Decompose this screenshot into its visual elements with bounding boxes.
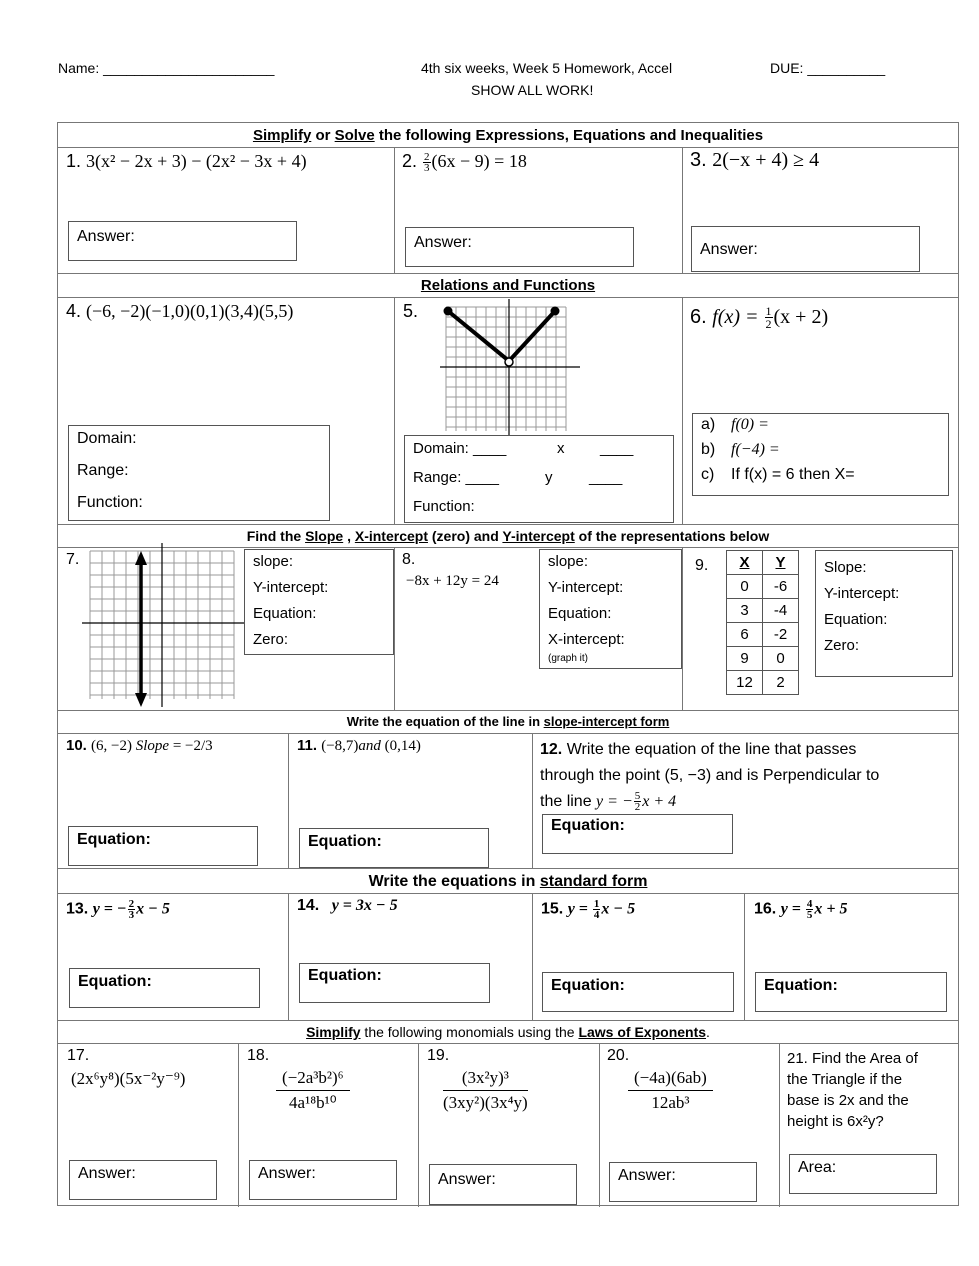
problem-6: 6. f(x) = $\frac{1}{2}$ (x + 2) <box>690 304 829 331</box>
xy-table-9: X Y 0 -6 3 -4 6 -2 9 0 12 2 <box>726 550 799 695</box>
function-eval-box-6[interactable]: a) f(0) = b) f(−4) = c) If f(x) = 6 then X= <box>692 413 949 496</box>
table-row: 3 -4 <box>727 599 799 623</box>
problem-17-expr: (2x⁶y⁸)(5x⁻²y⁻⁹) <box>71 1069 186 1088</box>
problem-5-number: 5. <box>403 301 419 321</box>
equation-box-10[interactable]: Equation: <box>68 826 258 866</box>
table-row: 9 0 <box>727 647 799 671</box>
problem-19-number: 19. <box>427 1047 450 1064</box>
problem-7-number: 7. <box>66 551 80 568</box>
problem-11: 11. (−8,7)and (0,14) <box>297 737 421 754</box>
slope-box-9[interactable]: Slope: Y-intercept: Equation: Zero: <box>815 550 953 677</box>
problem-15: 15. y = $\frac{1}{4}$ x − 5 <box>541 898 636 921</box>
graph-problem-5 <box>438 299 586 439</box>
table-row: 6 -2 <box>727 623 799 647</box>
problem-13: 13. y = − $\frac{2}{3}$ x − 5 <box>66 898 170 921</box>
problem-20-fraction: $\frac{(-4a)(6ab)}{\text{12ab³}}$ <box>628 1068 713 1113</box>
section-heading-slope-intercepts: Find the Slope , X-intercept (zero) and Y-intercept of the representations below <box>246 528 770 544</box>
section-heading-standard-form: Write the equations in standard form <box>368 873 648 890</box>
problem-20-number: 20. <box>607 1047 630 1064</box>
equation-box-11[interactable]: Equation: <box>299 828 489 868</box>
equation-box-16[interactable]: Equation: <box>755 972 947 1012</box>
answer-box-20[interactable]: Answer: <box>609 1162 757 1202</box>
section-heading-relations: Relations and Functions <box>420 277 596 294</box>
worksheet-title: 4th six weeks, Week 5 Homework, Accel <box>421 60 673 76</box>
problem-8-number: 8. <box>402 551 416 568</box>
problem-4: 4. (−6, −2)(−1,0)(0,1)(3,4)(5,5) <box>66 301 294 321</box>
problem-1: 1. 3(x² − 2x + 3) − (2x² − 3x + 4) <box>66 151 307 171</box>
section-heading-laws-of-exponents: Simplify the following monomials using the Laws of Exponents. <box>306 1024 710 1040</box>
table-row: 0 -6 <box>727 575 799 599</box>
problem-18-fraction: $\frac{\text{(−2a³b²)⁶}}{\text{4a¹⁸b¹⁰}}$ <box>276 1068 350 1113</box>
equation-box-13[interactable]: Equation: <box>69 968 260 1008</box>
problem-8-equation: −8x + 12y = 24 <box>406 573 499 589</box>
answer-box-19[interactable]: Answer: <box>429 1164 577 1205</box>
answer-box-18[interactable]: Answer: <box>249 1160 397 1200</box>
slope-box-8[interactable]: slope: Y-intercept: Equation: X-intercept: (graph it) <box>539 549 682 669</box>
answer-box-2[interactable]: Answer: <box>405 227 634 267</box>
domain-range-box-5[interactable]: Domain: ____ x ____ Range: ____ y ____ Function: <box>404 435 674 523</box>
worksheet-grid <box>57 122 959 1206</box>
problem-19-fraction: $\frac{\text{(3x²y)³}}{\text{(3xy²)(3x⁴y)}}$ <box>443 1068 528 1112</box>
problem-12: 12. Write the equation of the line that passes through the point (5, −3) and is Perpendicular to the line y = − $\frac{5}{2}$ x + 4 <box>540 741 880 814</box>
section-heading-simplify-solve: Simplify or Solve the following Expressions, Equations and Inequalities <box>252 127 764 144</box>
problem-2: 2. $\frac{2}{3}$ (6x − 9) = 18 <box>402 150 527 174</box>
graph-problem-7 <box>80 541 246 709</box>
problem-10: 10. (6, −2) Slope = −2/3 <box>66 737 213 754</box>
problem-17-number: 17. <box>67 1047 90 1064</box>
table-row: 12 2 <box>727 671 799 695</box>
problem-14: 14. y = 3x − 5 <box>297 897 398 914</box>
answer-box-1[interactable]: Answer: <box>68 221 297 261</box>
due-field[interactable]: DUE: __________ <box>770 60 886 76</box>
problem-21: 21. Find the Area of the Triangle if the base is 2x and the height is 6x²y? <box>787 1050 918 1130</box>
equation-box-14[interactable]: Equation: <box>299 963 490 1003</box>
area-box-21[interactable]: Area: <box>789 1154 937 1194</box>
problem-3: 3. 2(−x + 4) ≥ 4 <box>690 149 820 171</box>
section-heading-slope-intercept-form: Write the equation of the line in slope-intercept form <box>346 714 670 729</box>
slope-box-7[interactable]: slope: Y-intercept: Equation: Zero: <box>244 549 394 655</box>
answer-box-3[interactable]: Answer: <box>691 226 920 272</box>
equation-box-15[interactable]: Equation: <box>542 972 734 1012</box>
domain-range-box-4[interactable]: Domain: Range: Function: <box>68 425 330 521</box>
problem-18-number: 18. <box>247 1047 270 1064</box>
problem-16: 16. y = $\frac{4}{5}$ x + 5 <box>754 898 848 921</box>
name-field[interactable]: Name: ______________________ <box>58 60 275 76</box>
equation-box-12[interactable]: Equation: <box>542 814 733 854</box>
problem-9-number: 9. <box>695 557 709 574</box>
answer-box-17[interactable]: Answer: <box>69 1160 217 1200</box>
worksheet-subtitle: SHOW ALL WORK! <box>471 82 594 98</box>
